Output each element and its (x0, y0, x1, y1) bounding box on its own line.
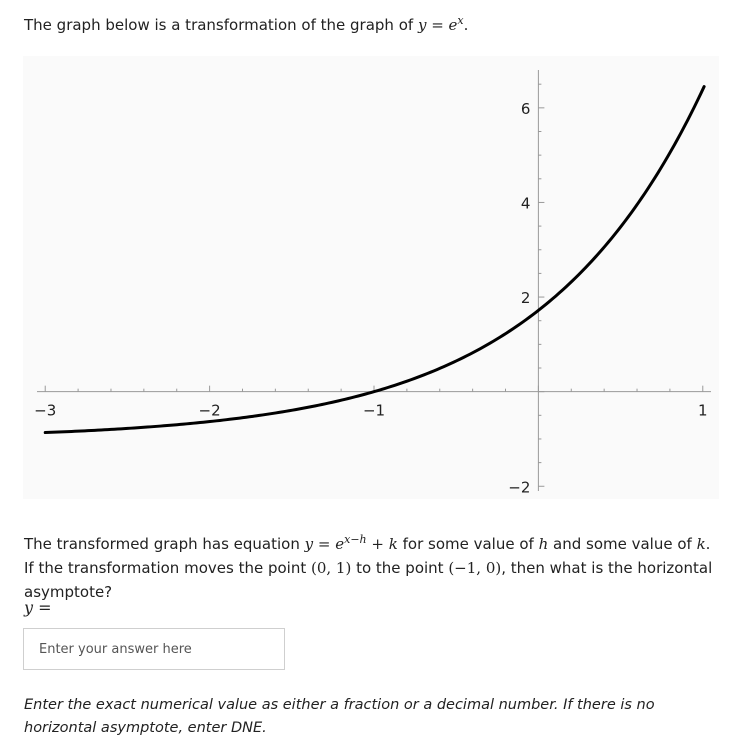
y-tick-label: 2 (520, 289, 531, 308)
graph-panel (23, 56, 719, 499)
y-tick-label: 4 (520, 194, 531, 213)
question-intro: The graph below is a transformation of the graph of $y = e^x$. (24, 14, 469, 34)
y-tick-label: −2 (508, 478, 531, 497)
x-tick-label: 1 (698, 401, 708, 420)
exponential-graph (23, 56, 719, 499)
question-body: The transformed graph has equation $y = e^{x-h} + k$ for some value of h and some value of k. If the transformation moves the point (0, 1) to the point (−1, 0), then what is the horizontal asymptote? (24, 533, 713, 601)
exponential-curve (45, 87, 704, 433)
answer-input[interactable] (23, 628, 285, 670)
answer-hint: Enter the exact numerical value as either a fraction or a decimal number. If there is no horizontal asymptote, enter DNE. (24, 697, 655, 736)
x-tick-label: −3 (34, 401, 57, 420)
x-tick-label: −1 (362, 401, 386, 420)
answer-label: y = (24, 598, 52, 617)
x-tick-label: −2 (198, 401, 221, 420)
y-tick-label: 6 (520, 99, 531, 118)
